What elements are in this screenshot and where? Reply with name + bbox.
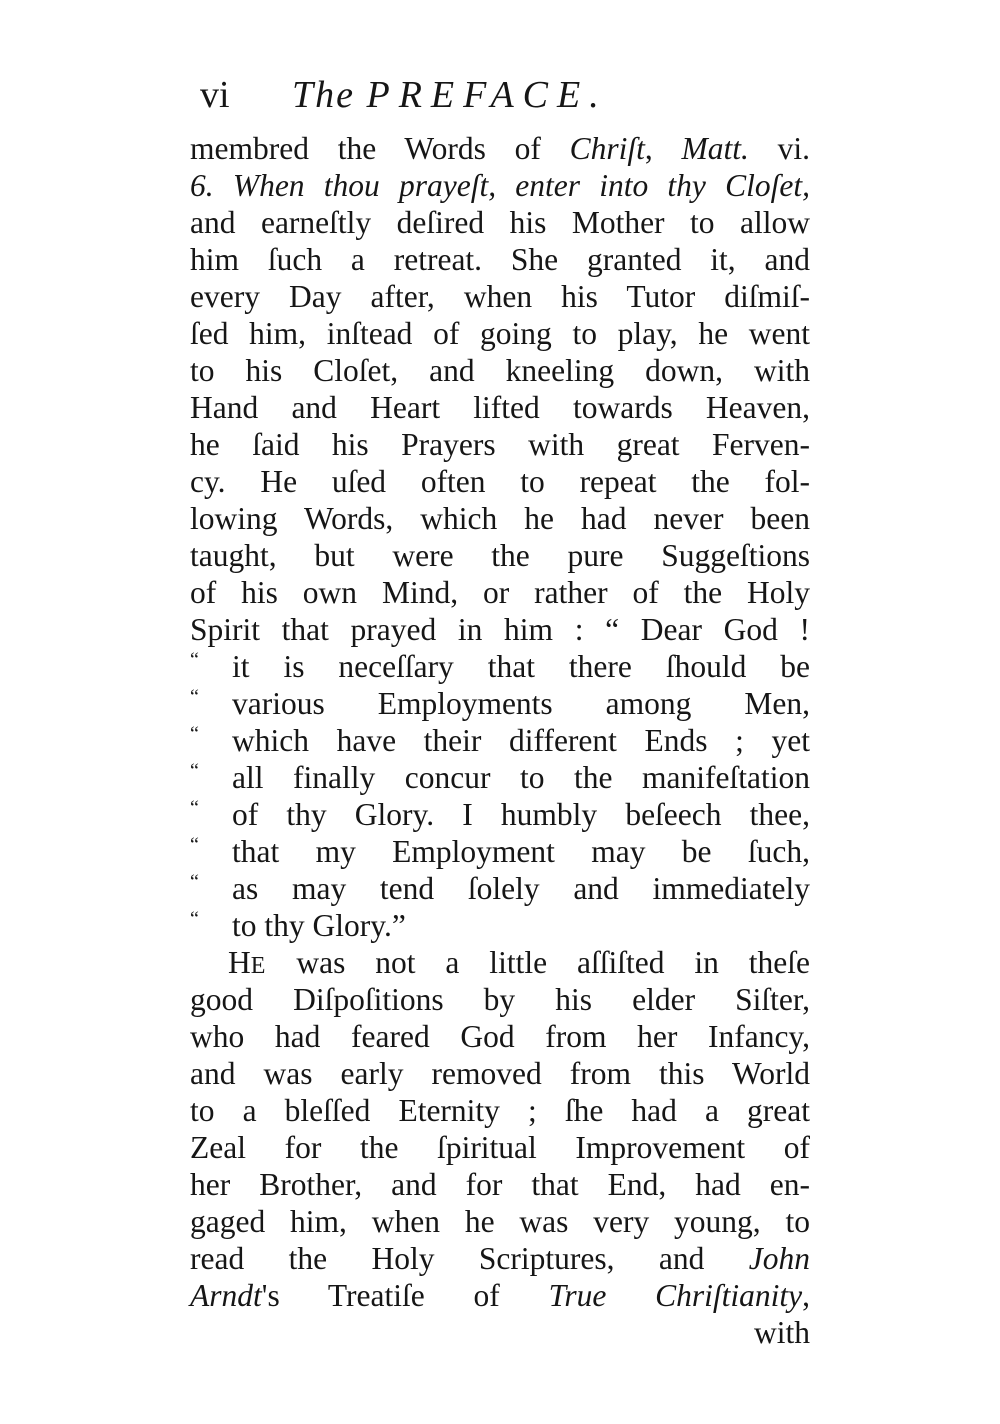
quote-mark: “ (190, 908, 199, 930)
page-number: vi (200, 74, 230, 116)
text-line: read the Holy Scriptures, and John (190, 1241, 810, 1276)
quote-mark: “ (190, 649, 199, 671)
text-line: him ſuch a retreat. She granted it, and (190, 242, 810, 277)
quoted-line: “ to thy Glory.” (190, 907, 810, 944)
text-line: gaged him, when he was very young, to (190, 1204, 810, 1239)
text-line: who had feared God from her Infancy, (190, 1019, 810, 1054)
paragraph-start-line: HE was not a little aſſiſted in theſe (228, 945, 810, 980)
text-line: and was early removed from this World (190, 1056, 810, 1091)
quoted-line: “ of thy Glory. I humbly beſeech thee, (190, 796, 810, 833)
running-title (292, 74, 608, 116)
quote-mark: “ (190, 723, 199, 745)
text-line: he ſaid his Prayers with great Ferven- (190, 427, 810, 462)
catchword: with (753, 1315, 810, 1350)
quote-mark: “ (190, 797, 199, 819)
quoted-line: “ as may tend ſolely and immediately (190, 870, 810, 907)
running-title-the: The (292, 74, 355, 116)
text-line: membred the Words of Chriſt, Matt. vi. (190, 131, 810, 166)
running-title-word: PREFACE. (366, 74, 608, 116)
text-line: lowing Words, which he had never been (190, 501, 810, 536)
text-line: Spirit that prayed in him : “ Dear God ! (190, 612, 810, 647)
text-line: 6. When thou prayeſt, enter into thy Cloſet, (190, 168, 810, 203)
quoted-line: “ it is neceſſary that there ſhould be (190, 648, 810, 685)
text-line: of his own Mind, or rather of the Holy (190, 575, 810, 610)
text-line: every Day after, when his Tutor diſmiſ- (190, 279, 810, 314)
text-line: and earneſtly deſired his Mother to allow (190, 205, 810, 240)
text-line: Zeal for the ſpiritual Improvement of (190, 1130, 810, 1165)
text-line: taught, but were the pure Suggeſtions (190, 538, 810, 573)
page-text (190, 130, 810, 1351)
text-line: Hand and Heart lifted towards Heaven, (190, 390, 810, 425)
text-line: her Brother, and for that End, had en- (190, 1167, 810, 1202)
running-header (200, 70, 820, 120)
quote-mark: “ (190, 686, 199, 708)
text-line: Arndt's Treatiſe of True Chriſtianity, (190, 1278, 811, 1313)
text-line: ſed him, inſtead of going to play, he went (190, 316, 810, 351)
quote-mark: “ (190, 834, 199, 856)
quote-mark: “ (190, 760, 199, 782)
quoted-line: “ various Employments among Men, (190, 685, 810, 722)
quoted-line: “ that my Employment may be ſuch, (190, 833, 810, 870)
quoted-line: “ all finally concur to the manifeſtation (190, 759, 810, 796)
text-line: to a bleſſed Eternity ; ſhe had a great (190, 1093, 810, 1128)
quoted-line: “ which have their different Ends ; yet (190, 722, 810, 759)
text-line: to his Cloſet, and kneeling down, with (190, 353, 810, 388)
text-line: cy. He uſed often to repeat the fol- (190, 464, 810, 499)
quote-mark: “ (190, 871, 199, 893)
text-line: good Diſpoſitions by his elder Siſter, (190, 982, 810, 1017)
